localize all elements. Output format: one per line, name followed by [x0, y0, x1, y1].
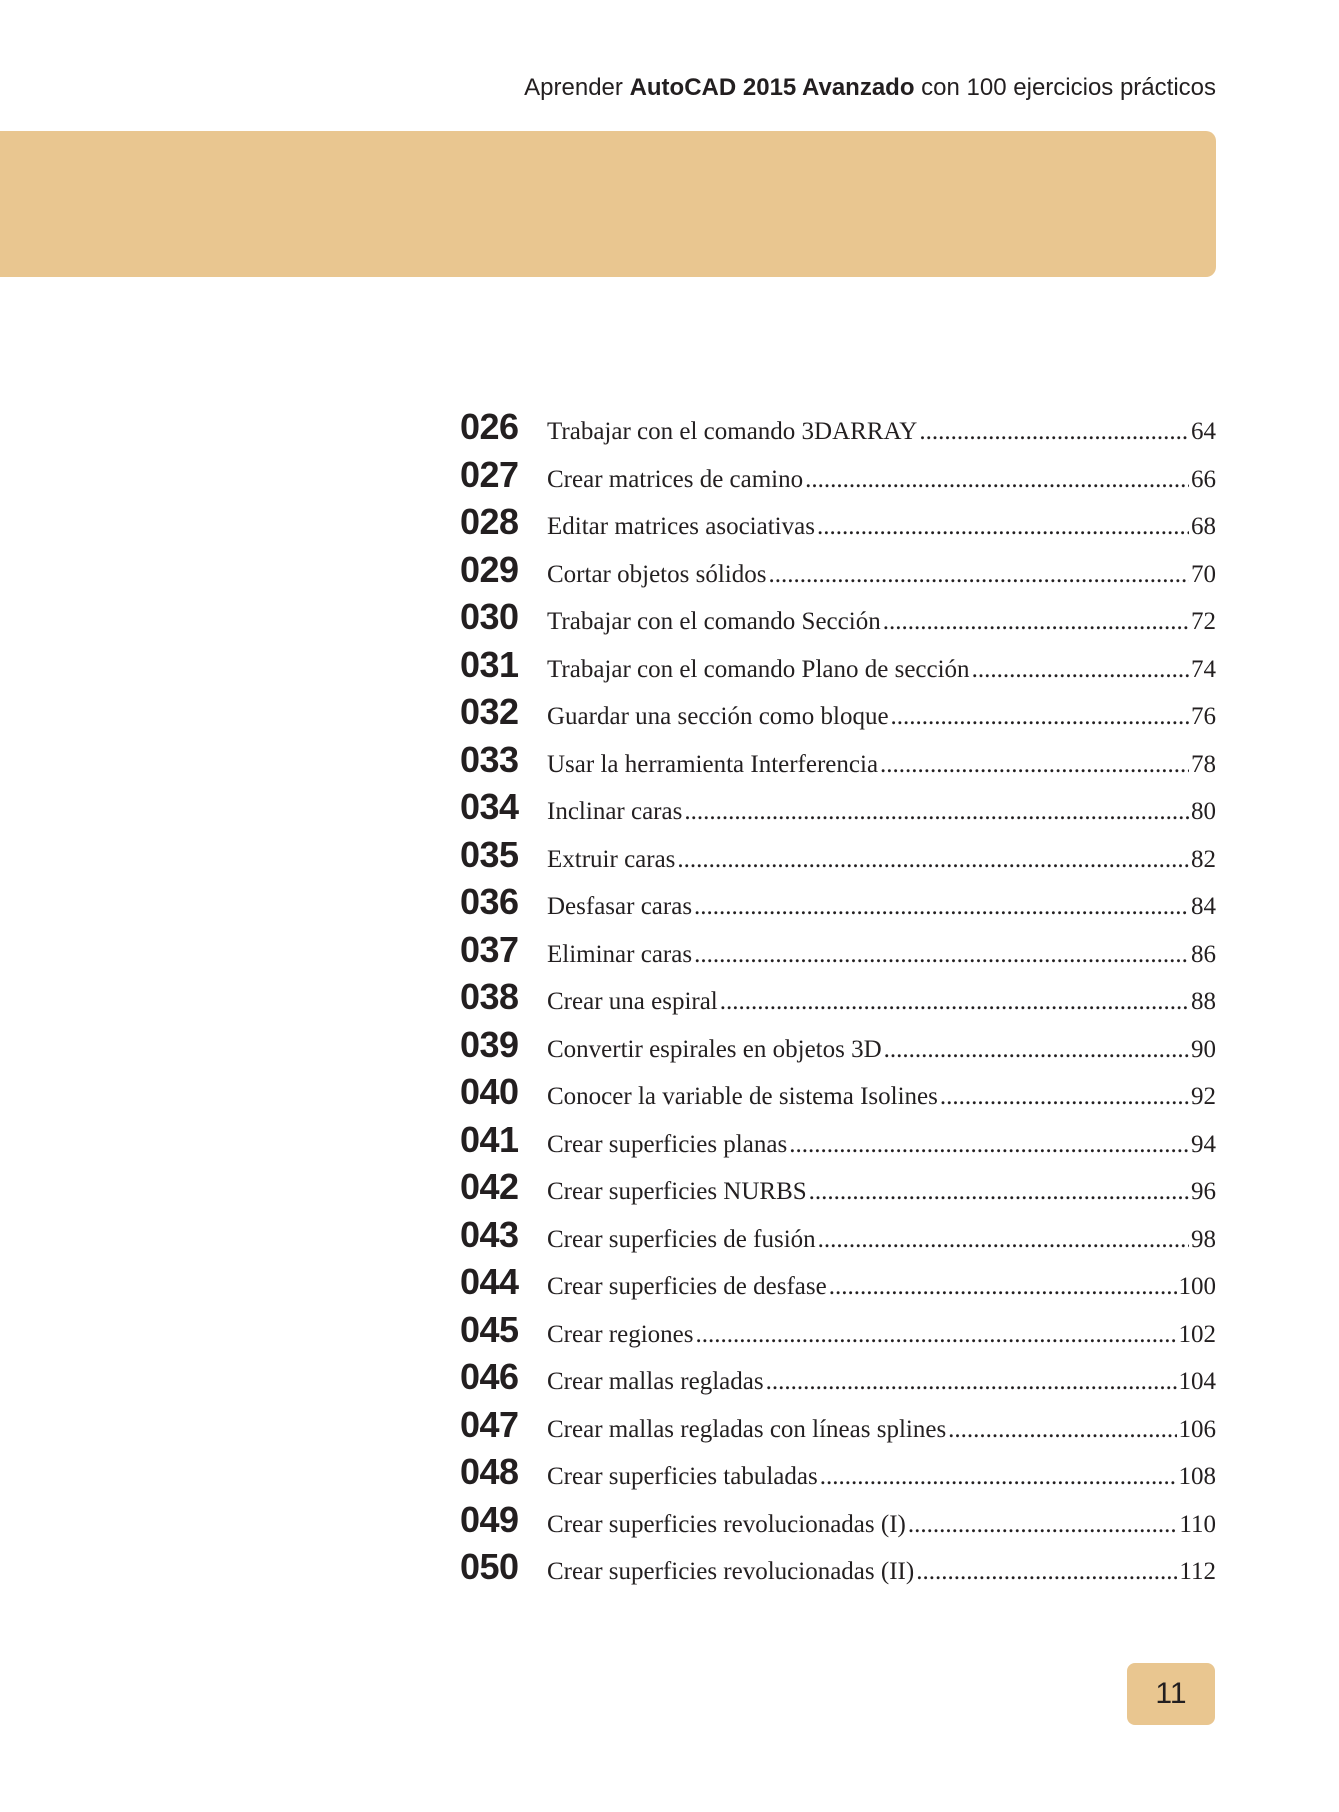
toc-entry-title-line [547, 1178, 1216, 1206]
dot-leader [809, 1178, 1189, 1206]
toc-entry-title-line [547, 1083, 1216, 1111]
toc-entry[interactable] [460, 786, 1216, 834]
toc-entry-page: 68 [1191, 513, 1216, 540]
toc-entry[interactable] [460, 1546, 1216, 1594]
toc-entry-page: 108 [1178, 1463, 1216, 1490]
toc-entry-title: Crear mallas regladas [547, 1368, 764, 1395]
toc-entry-title: Crear superficies de desfase [547, 1273, 827, 1300]
toc-entry-page: 66 [1191, 465, 1216, 493]
toc-entry-title-line [547, 1463, 1216, 1491]
toc-entry-title: Guardar una sección como bloque [547, 703, 889, 730]
toc-entry[interactable] [460, 691, 1216, 739]
dot-leader [818, 1226, 1189, 1254]
toc-entry-title-line [547, 941, 1216, 969]
toc-entry[interactable] [460, 644, 1216, 692]
toc-entry-title: Extruir caras [547, 845, 676, 873]
toc-entry[interactable] [460, 1261, 1216, 1309]
dot-leader [720, 988, 1189, 1016]
toc-entry-number: 042 [460, 1166, 519, 1207]
toc-entry-title: Conocer la variable de sistema Isolines [547, 1083, 938, 1110]
toc-entry-title-line [547, 1226, 1216, 1254]
toc-entry-title-line [547, 703, 1216, 731]
dot-leader [829, 1273, 1177, 1301]
toc-entry-number: 049 [460, 1498, 519, 1540]
toc-entry[interactable] [460, 739, 1216, 787]
toc-entry-title: Crear regiones [547, 1320, 694, 1348]
header-suffix: con 100 ejercicios prácticos [914, 74, 1216, 101]
toc-entry-title-line [547, 466, 1216, 494]
dot-leader [694, 893, 1189, 921]
toc-entry-title-line [547, 608, 1216, 636]
toc-entry-number: 044 [460, 1261, 519, 1302]
toc-entry-number: 030 [460, 596, 519, 637]
dot-leader [919, 418, 1189, 446]
toc-entry-title-line [547, 1273, 1216, 1301]
toc-entry[interactable] [460, 929, 1216, 977]
toc-entry[interactable] [460, 881, 1216, 929]
toc-entry-title: Crear superficies NURBS [547, 1178, 807, 1205]
toc-entry-page: 74 [1191, 655, 1216, 683]
toc-entry-page: 94 [1191, 1130, 1216, 1158]
toc-entry[interactable] [460, 1356, 1216, 1404]
toc-entry[interactable] [460, 549, 1216, 597]
header-book-title: AutoCAD 2015 Avanzado [629, 74, 915, 101]
toc-entry-title: Crear mallas regladas con líneas splines [547, 1415, 947, 1443]
toc-entry-title: Editar matrices asociativas [547, 513, 815, 540]
toc-entry-page: 64 [1191, 418, 1216, 445]
toc-entry[interactable] [460, 1166, 1216, 1214]
toc-entry-title-line [547, 418, 1216, 446]
toc-entry-page: 110 [1179, 1510, 1216, 1538]
toc-entry-title: Trabajar con el comando Sección [547, 608, 881, 635]
toc-entry[interactable] [460, 1024, 1216, 1072]
toc-entry-title: Crear superficies planas [547, 1130, 788, 1158]
dot-leader [684, 798, 1189, 826]
toc-entry-page: 72 [1191, 608, 1216, 635]
toc-entry-page: 84 [1191, 893, 1216, 920]
toc-entry-title: Desfasar caras [547, 893, 693, 920]
toc-entry-title: Crear superficies de fusión [547, 1225, 816, 1253]
dot-leader [789, 1131, 1189, 1159]
toc-entry-title-line [547, 1558, 1216, 1586]
dot-leader [817, 513, 1189, 541]
toc-entry-title: Crear una espiral [547, 988, 718, 1015]
dot-leader [880, 751, 1189, 779]
toc-entry[interactable] [460, 596, 1216, 644]
dot-leader [805, 466, 1189, 494]
toc-entry[interactable] [460, 501, 1216, 549]
running-header [524, 74, 1216, 102]
toc-entry-title-line [547, 893, 1216, 921]
toc-entry-title-line [547, 798, 1216, 826]
toc-entry-title-line [547, 561, 1216, 589]
toc-entry-title: Inclinar caras [547, 798, 683, 825]
toc-entry-title-line [547, 656, 1216, 684]
toc-entry-title-line [547, 1416, 1216, 1444]
toc-entry[interactable] [460, 1404, 1216, 1452]
toc-entry-title-line [547, 846, 1216, 874]
toc-entry-page: 78 [1191, 750, 1216, 778]
dot-leader [677, 846, 1189, 874]
toc-entry-number: 037 [460, 928, 519, 970]
dot-leader [972, 656, 1189, 684]
dot-leader [695, 1321, 1176, 1349]
toc-entry-title-line [547, 988, 1216, 1016]
toc-entry-page: 106 [1178, 1415, 1216, 1443]
toc-entry-number: 029 [460, 548, 519, 590]
toc-entry-number: 046 [460, 1356, 519, 1397]
toc-entry-number: 040 [460, 1071, 519, 1112]
toc-entry-title: Trabajar con el comando Plano de sección [547, 655, 970, 683]
toc-entry[interactable] [460, 834, 1216, 882]
dot-leader [694, 941, 1189, 969]
table-of-contents [460, 406, 1216, 1594]
toc-entry[interactable] [460, 1119, 1216, 1167]
toc-entry-page: 76 [1191, 703, 1216, 730]
dot-leader [908, 1511, 1178, 1539]
toc-entry-page: 92 [1191, 1083, 1216, 1110]
toc-entry[interactable] [460, 406, 1216, 454]
dot-leader [766, 1368, 1177, 1396]
toc-entry-title: Usar la herramienta Interferencia [547, 750, 879, 778]
toc-entry-number: 033 [460, 738, 519, 780]
toc-entry-number: 043 [460, 1213, 519, 1255]
toc-entry-number: 048 [460, 1451, 519, 1492]
toc-entry-number: 039 [460, 1023, 519, 1065]
toc-entry-number: 034 [460, 786, 519, 827]
dot-leader [940, 1083, 1189, 1111]
toc-entry[interactable] [460, 1071, 1216, 1119]
toc-entry-page: 96 [1191, 1178, 1216, 1205]
dot-leader [891, 703, 1189, 731]
dot-leader [948, 1416, 1176, 1444]
toc-entry-title-line [547, 1511, 1216, 1539]
toc-entry[interactable] [460, 1451, 1216, 1499]
toc-entry-number: 045 [460, 1308, 519, 1350]
toc-entry-page: 100 [1178, 1273, 1216, 1300]
toc-entry-title-line [547, 513, 1216, 541]
toc-entry-title: Crear superficies revolucionadas (I) [547, 1510, 906, 1538]
toc-entry-page: 104 [1178, 1368, 1216, 1395]
toc-entry-title-line [547, 1036, 1216, 1064]
dot-leader [916, 1558, 1177, 1586]
toc-entry-page: 112 [1179, 1558, 1216, 1585]
toc-entry-title-line [547, 1321, 1216, 1349]
toc-entry-title: Crear superficies tabuladas [547, 1463, 818, 1490]
toc-entry-page: 70 [1191, 560, 1216, 588]
toc-entry-title-line [547, 1131, 1216, 1159]
toc-entry-number: 032 [460, 691, 519, 732]
toc-entry-title: Cortar objetos sólidos [547, 560, 767, 588]
toc-entry-page: 86 [1191, 940, 1216, 968]
toc-entry-title-line [547, 1368, 1216, 1396]
dot-leader [883, 608, 1189, 636]
toc-entry-page: 102 [1178, 1320, 1216, 1348]
dot-leader [884, 1036, 1189, 1064]
toc-entry-page: 90 [1191, 1035, 1216, 1063]
toc-entry-title-line [547, 751, 1216, 779]
toc-entry-number: 038 [460, 976, 519, 1017]
toc-entry-page: 88 [1191, 988, 1216, 1015]
toc-entry-page: 80 [1191, 798, 1216, 825]
toc-entry-number: 027 [460, 453, 519, 495]
dot-leader [820, 1463, 1177, 1491]
toc-entry-title: Trabajar con el comando 3DARRAY [547, 418, 918, 445]
toc-entry-number: 031 [460, 643, 519, 685]
toc-entry-title: Crear superficies revolucionadas (II) [547, 1558, 915, 1585]
header-prefix: Aprender [524, 74, 630, 101]
toc-entry-number: 050 [460, 1546, 519, 1587]
dot-leader [768, 561, 1189, 589]
toc-entry-title: Convertir espirales en objetos 3D [547, 1035, 882, 1063]
toc-entry[interactable] [460, 454, 1216, 502]
toc-entry-page: 98 [1191, 1225, 1216, 1253]
toc-entry-number: 028 [460, 501, 519, 542]
toc-entry[interactable] [460, 976, 1216, 1024]
toc-entry[interactable] [460, 1309, 1216, 1357]
toc-entry[interactable] [460, 1214, 1216, 1262]
toc-entry-title: Eliminar caras [547, 940, 693, 968]
toc-entry-number: 026 [460, 406, 519, 447]
toc-entry-number: 047 [460, 1403, 519, 1445]
toc-entry-number: 035 [460, 833, 519, 875]
toc-entry-number: 041 [460, 1118, 519, 1160]
toc-entry[interactable] [460, 1499, 1216, 1547]
toc-entry-number: 036 [460, 881, 519, 922]
chapter-banner [0, 131, 1216, 277]
page-number: 11 [1155, 1677, 1187, 1710]
toc-entry-page: 82 [1191, 845, 1216, 873]
page-number-badge [1127, 1663, 1215, 1725]
toc-entry-title: Crear matrices de camino [547, 465, 804, 493]
